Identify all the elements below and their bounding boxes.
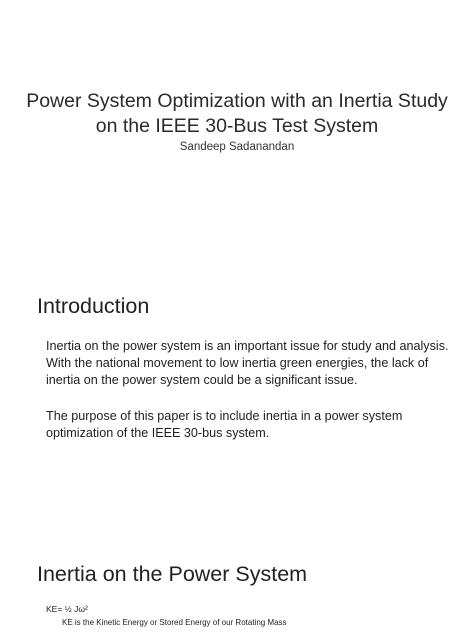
author-name: Sandeep Sadanandan bbox=[179, 141, 295, 153]
paragraph: Inertia on the power system is an important issue for study and analysis. With the national movement to low inertia green energies, the lack of inertia on the power system could be a significant issue. bbox=[46, 339, 449, 387]
formula-note: KE is the Kinetic Energy or Stored Energy of our Rotating Mass bbox=[62, 618, 287, 627]
presentation-title: Power System Optimization with an Inertia Study on the IEEE 30-Bus Test System bbox=[26, 90, 448, 137]
introduction-slide bbox=[0, 238, 474, 506]
inertia-slide bbox=[0, 506, 474, 632]
kinetic-energy-formula: KE= ½ Jω² bbox=[46, 604, 88, 614]
slide-heading: Inertia on the Power System bbox=[37, 562, 308, 586]
title-slide bbox=[0, 0, 474, 238]
slide-heading: Introduction bbox=[37, 294, 150, 318]
paragraph: The purpose of this paper is to include inertia in a power system optimization of the IEEE 30-bus system. bbox=[46, 409, 403, 440]
